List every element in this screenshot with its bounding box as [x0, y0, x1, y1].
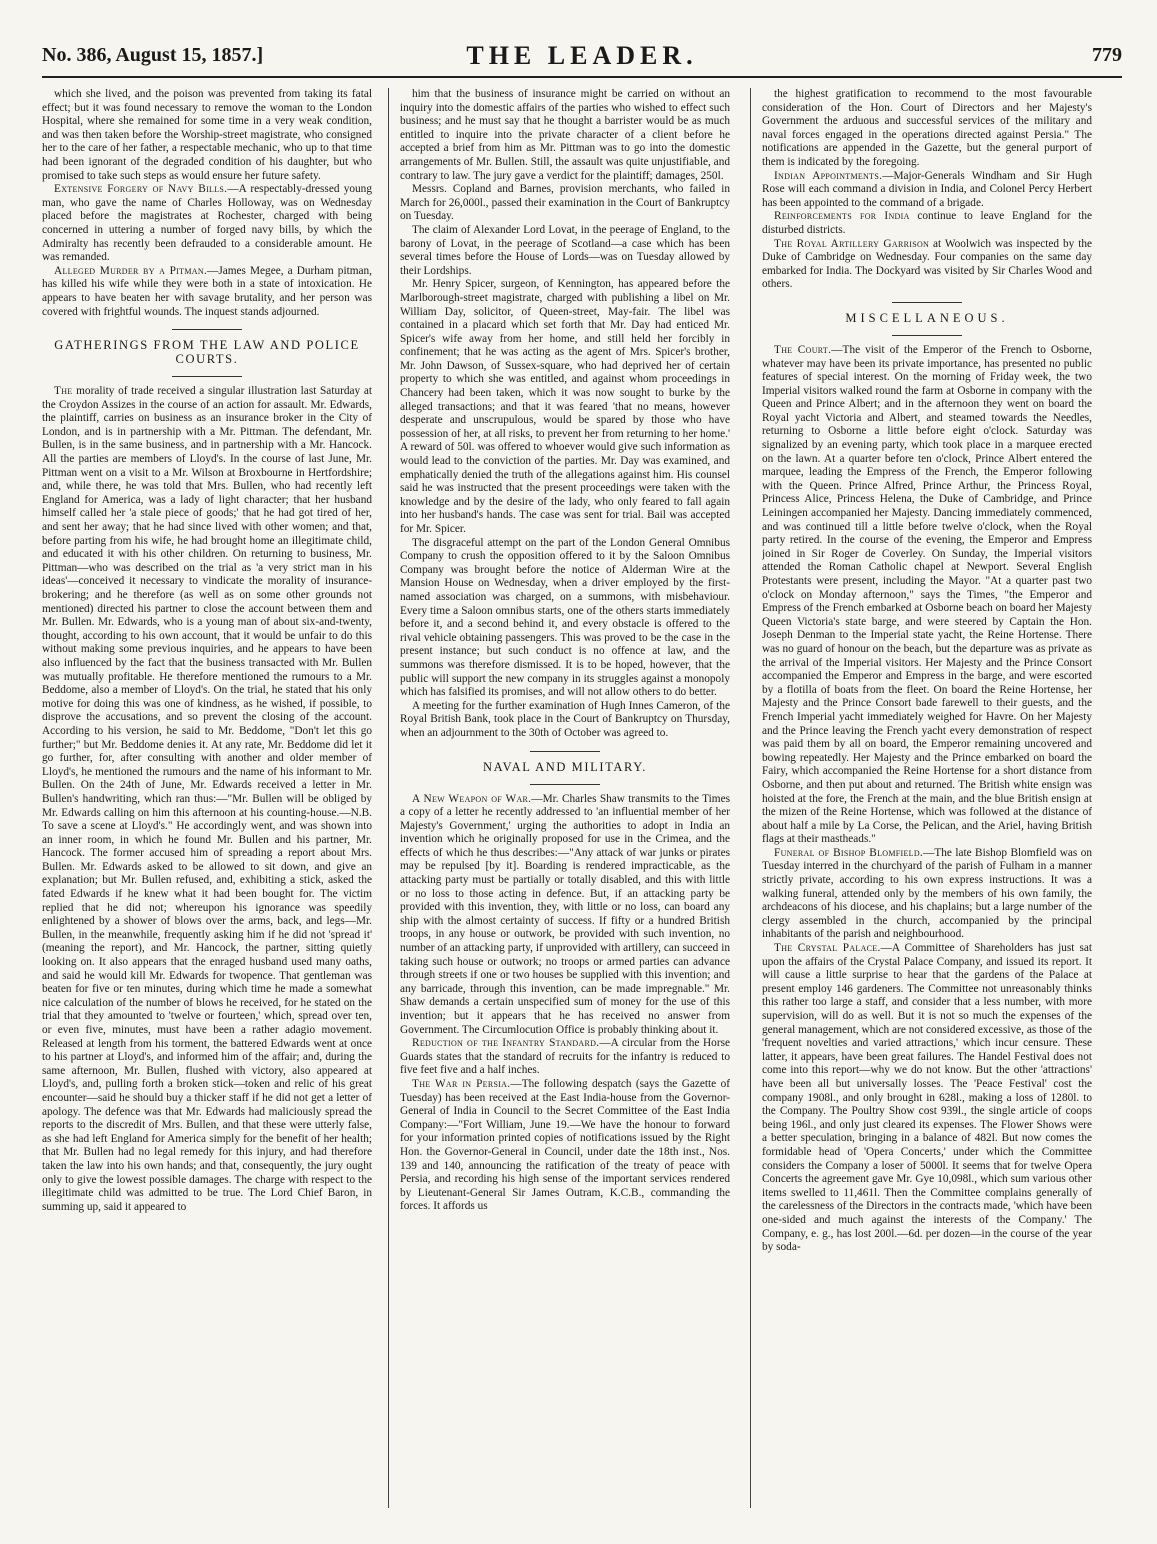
- section-heading: MISCELLANEOUS.: [845, 310, 1009, 325]
- article-paragraph: The Royal Artillery Garrison at Woolwich was inspected by the Duke of Cambridge on Wednesday. Four companies on the same day embarked for India. The Dockyard was visited by Sir Charles Wood and others.: [762, 237, 1092, 291]
- section-heading: NAVAL AND MILITARY.: [482, 759, 648, 774]
- article-lead: The Court.: [774, 343, 832, 356]
- article-paragraph: Extensive Forgery of Navy Bills.—A respectably-dressed young man, who gave the name of Charles Holloway, was on Wednesday placed before the magistrates at Rochester, charged with being concerned in uttering a number of forged navy bills, by which the Admiralty has recently been defrauded to a considerable amount. He was remanded.: [42, 183, 372, 264]
- article-paragraph: him that the business of insurance might be carried on without an inquiry into the domestic affairs of the parties who wished to effect such business; and he must say that he thought a barrister would be as much entitled to inquire into the private character of a client before he accepted a brief from him as Mr. Pittman was to go into the domestic arrangements of Mr. Bullen. Still, the assault was quite unjustifiable, and contrary to law. The jury gave a verdict for the plaintiff; damages, 250l.: [400, 88, 730, 182]
- article-paragraph: The disgraceful attempt on the part of the London General Omnibus Company to crush the opposition offered to it by the Saloon Omnibus Company was brought before the notice of Alderman Wire at the Mansion House on Wednesday, when a driver employed by the first-named association was charged, on a summons, with misbehaviour. Every time a Saloon omnibus starts, one of the others starts immediately before it, and a second behind it, and every obstacle is offered to the rival vehicle obtaining passengers. This was proved to be the case in the present instance; but such conduct is no offence at law, and the summons was therefore dismissed. It is to be hoped, however, that the public will support the new company in its struggles against a monopoly which has falsified its promises, and will not allow others to do better.: [400, 536, 730, 699]
- article-paragraph: A meeting for the further examination of Hugh Innes Cameron, of the Royal British Bank, took place in the Court of Bankruptcy on Thursday, when an adjournment to the 30th of October was agreed to.: [400, 699, 730, 739]
- article-lead: Reduction of the Infantry Standard.: [412, 1037, 600, 1050]
- section-rule: [892, 302, 962, 303]
- article-paragraph: Reinforcements for India continue to leave England for the disturbed districts.: [762, 210, 1092, 236]
- page-number: 779: [1092, 44, 1122, 66]
- article-lead: Extensive Forgery of Navy Bills.: [54, 183, 228, 196]
- article-paragraph: The Crystal Palace.—A Committee of Shareholders has just sat upon the affairs of the Crystal Palace Company, and issued its report. It will cause a little surprise to hear that the gardens of the Palace at present employ 146 gardeners. The Committee not unreasonably thinks this rather too large a staff, and consider that a less number, with more supervision, will do as well. But it is not so much the expenses of the general management, which are not considered excessive, as those of the 'frequent novelties and varied attractions,' which incur censure. These latter, it appears, have been great failures. The Handel Festival does not come into this report—why we do not know. But the other 'attractions' have been all but universally losses. The 'Peace Festival' cost the company 1908l., and only brought in 628l., making a loss of 1280l. to the Company. The Poultry Show cost 939l., the single article of coops being 196l., and only just cleared its expenses. The Flower Shows were a better speculation, bringing in a balance of 482l. But now comes the formidable head of 'Opera Concerts,' under which the Committee considers the Company a loser of 5000l. It seems that for twelve Opera Concerts the agreement gave Mr. Gye 10,098l., which sum various other items swelled to 11,461l. Then the Committee complains generally of the carelessness of the Directors in the contracts made, 'which have been one-sided and much against the interests of the Company.' The Company, e. g., has lost 200l.—6d. per dozen—in the course of the year by soda-: [762, 942, 1092, 1254]
- article-paragraph: The Court.—The visit of the Emperor of the French to Osborne, whatever may have been its private importance, has presented no public features of special interest. On the morning of Friday week, the two Imperial visitors walked round the farm at Osborne in company with the Queen and Prince Albert; and in the afternoon they went on board the Royal yacht Victoria and Albert, and steamed towards the Needles, returning to Osborne a little before eight o'clock. Saturday was signalized by an evening party, which took place in a marquee erected on the lawn. At a quarter before ten o'clock, Prince Albert entered the marquee, leading the Empress of the French, the Emperor following with the Queen. Prince Alfred, Prince Arthur, the Princess Royal, Princess Alice, Princess Helena, the Duke of Cambridge, and Prince Leiningen accompanied her Majesty. Dancing immediately commenced, and was continued till a little before twelve o'clock, when the Royal party retired. In the course of the evening, the Emperor and Empress joined in Sir Roger de Coverley. On Sunday, the Imperial visitors attended the Roman Catholic chapel at Newport. Several English Protestants were present, including the Mayor. "At a quarter past two o'clock on Monday afternoon," says the Times, "the Emperor and Empress of the French embarked at Osborne beach on board her Majesty Queen Victoria's state barge, and were steered by Captain the Hon. Joseph Denman to the Imperial state yacht, the Reine Hortense. There was no guard of honour on the beach, but the departure was as private as the arrival of the Imperial visitors. Her Majesty and the Prince Consort accompanied the Emperor and Empress in the barge, and were escorted by a flotilla of boats from the fleet. On board the Reine Hortense, her Majesty and the Prince Consort bade farewell to their guests, and the French Imperial yacht immediately weighed for Havre. On her Majesty and the Prince leaving the French yacht every demonstration of respect was paid them by all on board, the Emperor remaining uncovered and bowing repeatedly. Her Majesty and the Prince embarked on board the Fairy, which accompanied the Reine Hortense for a short distance from Osborne, and then put about and returned. The British white ensign was hoisted at the fore, the French at the main, and the blue British ensign at the mizen of the Reine Hortense, which was followed at the distance of about half a mile by La Corse, the Pelican, and the Ariel, having British flags at their mastheads.": [762, 343, 1092, 846]
- column-1: [42, 88, 372, 1518]
- column-3: [762, 88, 1092, 1518]
- column-divider: [388, 88, 389, 1508]
- article-paragraph: which she lived, and the poison was prevented from taking its fatal effect; but it was found necessary to remove the woman to the London Hospital, where she remained for some time in a very weak condition, and was then taken before the Worship-street magistrate, who consigned her to the care of her father, a respectable mechanic, who up to that time had been ignorant of the degraded condition of his daughter, but who promised to take such steps as would ensure her future safety.: [42, 88, 372, 182]
- article-lead: Alleged Murder by a Pitman.: [54, 264, 208, 277]
- article-paragraph: The War in Persia.—The following despatch (says the Gazette of Tuesday) has been received at the East India-house from the Governor-General of India in Council to the Secret Committee of the East India Company:—"Fort William, June 19.—We have the honour to forward for your information printed copies of notifications issued by the Right Hon. the Governor-General in Council, under date the 18th inst., Nos. 139 and 140, announcing the ratification of the treaty of peace with Persia, and recording his high sense of the important services rendered by Lieutenant-General Sir James Outram, K.C.B., commanding the forces. It affords us: [400, 1077, 730, 1213]
- article-lead: The Crystal Palace.: [774, 942, 881, 955]
- article-paragraph: the highest gratification to recommend to the most favourable consideration of the Hon. Court of Directors and her Majesty's Government the arduous and successful services of the military and naval forces engaged in the operations directed against Persia." The notifications are appended in the Gazette, but the general purport of them is indicated by the foregoing.: [762, 88, 1092, 168]
- newspaper-title: THE LEADER.: [466, 41, 698, 70]
- article-paragraph: The morality of trade received a singular illustration last Saturday at the Croydon Assizes in the course of an action for assault. Mr. Edwards, the plaintiff, carries on business as an insurance broker in the City of London, and is in partnership with a Mr. Pittman. The defendant, Mr. Bullen, is in the same business, and in partnership with a Mr. Hancock. All the parties are members of Lloyd's. In the course of last June, Mr. Pittman went on a visit to a Mr. Wilson at Broxbourne in Hertfordshire; and, while there, he was told that Mrs. Bullen, who had recently left England for America, was a lady of light character; that her husband himself called her 'a stale piece of goods;' that he had got tired of her, and sent her away; that he had since lived with other women; and that, before parting from his wife, he had brought home an illegitimate child, and educated it with his other children. On returning to business, Mr. Pittman—who was described on the trial as 'a very strict man in his ideas'—conceived it necessary to vindicate the morality of insurance-brokering; and he therefore (as well as on some other grounds not mentioned) directed his partner to close the account between them and Mr. Bullen. Mr. Edwards, who is a young man of about six-and-twenty, thought, according to his own account, that it would be unfair to do this without making some previous inquiries, and he appears to have been also influenced by the fact that the business transacted with Mr. Bullen was mutually profitable. He therefore mentioned the rumours to a Mr. Beddome, also a member of Lloyd's. On the trial, he stated that his only motive for doing this was one of kindness, as he wished, if possible, to disprove the accusations, and so prevent the closing of the account. According to his version, he said to Mr. Beddome, "Don't let this go further;" but Mr. Beddome denies it. At any rate, Mr. Beddome did let it go further, for, after consulting with another and older member of Lloyd's, he mentioned the rumours and the name of his informant to Mr. Bullen. On the 24th of June, Mr. Edwards received a letter in Mr. Bullen's handwriting, which ran thus:—"Mr. Bullen will be obliged by Mr. Edwards calling on him this afternoon at his counting-house.—N.B. To save a scene at Lloyd's." He accordingly went, and was shown into an inner room, in which he found Mr. Bullen and his partner, Mr. Hancock. The former accused him of spreading a report about Mrs. Bullen. Mr. Edwards asked to be allowed to sit down, and give an explanation; but Mr. Bullen refused, and, exhibiting a stick, asked the fated Edwards if he knew what it had been bought for. The victim replied that he did not; whereupon his ignorance was speedily enlightened by a shower of blows over the arms, back, and legs—Mr. Bullen, in the meanwhile, frequently asking him if he did not 'spread it' (meaning the report), and Mr. Hancock, the partner, sitting quietly looking on. It also appears that the enraged husband used many oaths, and said he would kill Mr. Edwards for twopence. That gentleman was beaten for five or ten minutes, during which time he made a somewhat nice calculation of the number of blows he received, for he stated on the trial that they amounted to 'twelve or fourteen,' which, spread over ten, or even five, minutes, must have been a rather adagio movement. Released at length from his torment, the battered Edwards went at once to his partner at Lloyd's, and informed him of the affair; and, during the same afternoon, Mr. Bullen, flushed with victory, also appeared at Lloyd's, and, pulling forth a broken stick—token and relic of his great encounter—said he should buy a thicker staff if he did not get a letter of apology. The defence was that Mr. Edwards had maliciously spread the reports to the discredit of Mrs. Bullen, and that these were utterly false, as she had left England for America simply for the benefit of her health; that Mr. Bullen had no legal remedy for this injury, and had therefore taken the law into his own hands; and that, consequently, the jury ought only to give the lowest possible damages. The charge with respect to the illegitimate child was admitted to be true. The Lord Chief Baron, in summing up, said it appeared to: [42, 385, 372, 1213]
- article-paragraph: A New Weapon of War.—Mr. Charles Shaw transmits to the Times a copy of a letter he recently addressed to 'an influential member of her Majesty's Government,' urging the authorities to adopt in India an invention which he originally proposed for use in the Crimea, and the effects of which he thus describes:—"Any attack of war junks or pirates may be repulsed [by it]. Boarding is rendered impracticable, as the attacking party must be partially or totally disabled, and this with little or no loss to those acting in defence. But, if an attacking party be provided with this invention, they, with little or no loss, can board any ship with the almost certainty of success. If fifty or a hundred British troops, in any house or outwork, be provided with such invention, no number of an attacking party, if unprovided with artillery, can succeed in taking such house or outwork; no troops or armed parties can advance through streets if one or two houses be supplied with this invention; and any barricade, through this invention, can be made impregnable." Mr. Shaw demands a certain unspecified sum of money for the use of this invention; but it appears that he has received no answer from Government. The Circumlocution Office is probably thinking about it.: [400, 792, 730, 1036]
- article-paragraph: The claim of Alexander Lord Lovat, in the peerage of England, to the barony of Lovat, in the peerage of Scotland—a case which has been several times before the House of Lords—was on Tuesday allowed by their Lordships.: [400, 223, 730, 277]
- section-rule: [892, 335, 962, 336]
- issue-date: No. 386, August 15, 1857.]: [42, 44, 264, 66]
- section-rule: [530, 784, 600, 785]
- article-lead: The: [54, 385, 73, 398]
- article-paragraph: Messrs. Copland and Barnes, provision merchants, who failed in March for 26,000l., passed their examination in the Court of Bankruptcy on Tuesday.: [400, 183, 730, 223]
- article-paragraph: Alleged Murder by a Pitman.—James Megee, a Durham pitman, has killed his wife while they were both in a state of intoxication. He appears to have beaten her with savage brutality, and her person was covered with frightful wounds. The inquest stands adjourned.: [42, 264, 372, 318]
- section-rule: [172, 329, 242, 330]
- article-paragraph: Funeral of Bishop Blomfield.—The late Bishop Blomfield was on Tuesday interred in the churchyard of the parish of Fulham in a manner strictly private, according to his own express instructions. It was a walking funeral, attended only by the members of his own family, the archdeacons of his diocese, and his chaplains; but a large number of the clergy assembled in the church, accompanied by the principal inhabitants of the parish and neighbourhood.: [762, 846, 1092, 941]
- section-rule: [172, 376, 242, 377]
- column-divider: [750, 88, 751, 1508]
- masthead: [42, 40, 1122, 78]
- article-lead: The Royal Artillery Garrison: [774, 237, 930, 250]
- article-lead: Reinforcements for India: [774, 210, 910, 223]
- article-lead: The War in Persia.: [412, 1077, 511, 1090]
- article-lead: Funeral of Bishop Blomfield.: [774, 846, 924, 859]
- article-lead: Indian Appointments.: [774, 169, 883, 182]
- section-heading: GATHERINGS FROM THE LAW AND POLICE COURTS.: [54, 338, 360, 367]
- article-lead: A New Weapon of War.: [412, 792, 532, 805]
- article-paragraph: Indian Appointments.—Major-Generals Windham and Sir Hugh Rose will each command a division in India, and Colonel Percy Herbert has been appointed to the command of a brigade.: [762, 169, 1092, 209]
- column-2: [400, 88, 730, 1518]
- newspaper-page: [42, 40, 1122, 1520]
- section-rule: [530, 751, 600, 752]
- article-paragraph: Reduction of the Infantry Standard.—A circular from the Horse Guards states that the standard of recruits for the infantry is reduced to five feet five and a half inches.: [400, 1037, 730, 1077]
- article-paragraph: Mr. Henry Spicer, surgeon, of Kennington, has appeared before the Marlborough-street magistrate, charged with publishing a libel on Mr. William Day, solicitor, of Queen-street, May-fair. The libel was contained in a placard which set forth that Mr. Day had enticed Mr. Spicer's wife away from her home, and still held her forcibly in confinement; that he was acting as the agent of Mrs. Spicer's brother, Mr. John Dawson, of Sussex-square, who had deprived her of certain property to which she was entitled, and against whom proceedings in Chancery had been taken, which it was now sought to burke by the alleged transactions; and that it was feared 'that no means, however desperate and unscrupulous, would be spared by those who have possession of her, at all risks, to prevent her from returning to her home.' A reward of 50l. was offered to whoever would give such information as would lead to the conviction of the parties. Mr. Day was examined, and emphatically denied the truth of the allegations against him. His counsel said he was instructed that the present proceedings were taken with the knowledge and by the desire of the lady, who only feared to fall again into her husband's hands. The case was sent for trial. Bail was accepted for Mr. Spicer.: [400, 278, 730, 535]
